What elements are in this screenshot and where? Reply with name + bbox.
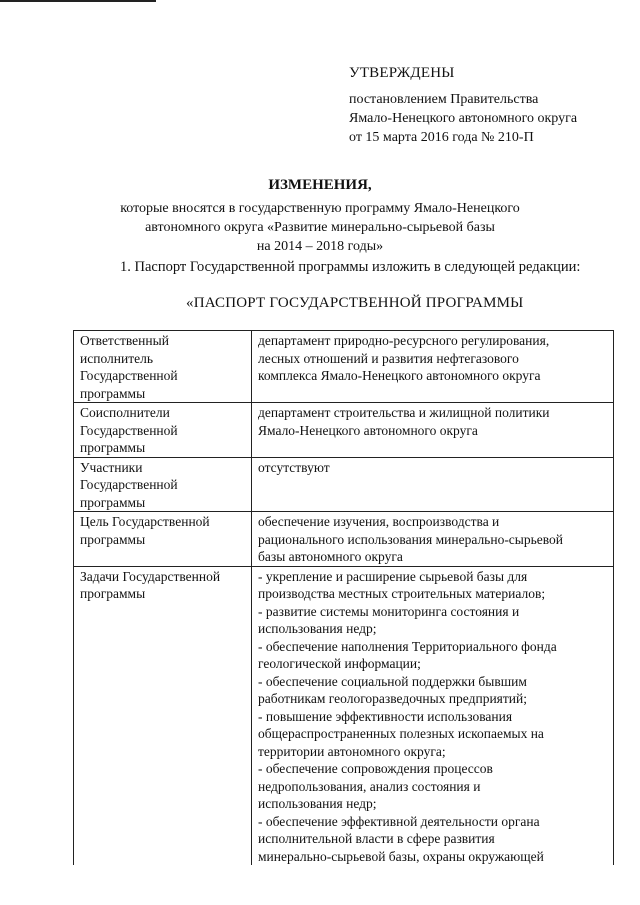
row-value-line: работникам геологоразведочных предприятий; — [258, 691, 527, 706]
row-label-line: программы — [80, 494, 146, 510]
item-1-text: 1. Паспорт Государственной программы изложить в следующей редакции: — [120, 259, 581, 275]
row-value-line: комплекса Ямало-Ненецкого автономного округа — [258, 368, 541, 383]
row-value-cell — [252, 331, 614, 403]
row-value-line: - повышение эффективности использования — [258, 708, 513, 724]
approval-line: от 15 марта 2016 года № 210-П — [349, 130, 534, 145]
approval-line: Ямало-Ненецкого автономного округа — [349, 111, 578, 126]
row-label-line: Цель Государственной — [80, 514, 210, 529]
row-label-line: программы — [80, 586, 146, 601]
row-label-cell — [74, 566, 252, 865]
row-label-line: Участники — [80, 459, 143, 475]
approval-block — [349, 64, 619, 147]
row-value-line: - развитие системы мониторинга состояния и — [258, 603, 520, 619]
row-label-line: программы — [80, 440, 146, 455]
row-label-line: Задачи Государственной — [80, 568, 221, 584]
row-value-line: - обеспечение социальной поддержки бывшим — [258, 673, 527, 689]
row-value-cell — [252, 566, 614, 865]
row-value-line: Ямало-Ненецкого автономного округа — [258, 422, 478, 438]
row-value-line: обеспечение изучения, воспроизводства и — [258, 514, 500, 529]
approval-heading: УТВЕРЖДЕНЫ — [349, 65, 455, 81]
passport-table — [73, 330, 614, 865]
table-row — [74, 403, 614, 458]
row-value-line: геологической информации; — [258, 656, 421, 671]
row-value-cell — [252, 457, 614, 512]
row-value-line: базы автономного округа — [258, 549, 403, 564]
passport-title: «ПАСПОРТ ГОСУДАРСТВЕННОЙ ПРОГРАММЫ — [186, 295, 524, 311]
row-label-cell — [74, 512, 252, 567]
row-value-line: - обеспечение наполнения Территориального фонда — [258, 638, 557, 654]
row-label-line: Государственной — [80, 422, 178, 438]
document-title — [60, 176, 580, 256]
table-row — [74, 331, 614, 403]
row-value-line: использования недр; — [258, 621, 377, 636]
row-value-line: департамент строительства и жилищной политики — [258, 405, 550, 420]
row-value-cell — [252, 403, 614, 458]
row-value-line: департамент природно-ресурсного регулирования, — [258, 333, 550, 348]
table-row — [74, 512, 614, 567]
row-label-cell — [74, 331, 252, 403]
table-row — [74, 566, 614, 865]
row-value-line: использования недр; — [258, 796, 377, 811]
row-label-line: программы — [80, 385, 146, 401]
row-value-line: - обеспечение эффективной деятельности органа — [258, 813, 540, 829]
row-value-cell — [252, 512, 614, 567]
row-value-line: производства местных строительных материалов; — [258, 586, 546, 601]
row-label-line: Соисполнители — [80, 405, 170, 420]
row-label-line: исполнитель — [80, 350, 153, 366]
row-value-line: - обеспечение сопровождения процессов — [258, 761, 493, 776]
row-label-cell — [74, 457, 252, 512]
row-value-line: рационального использования минерально-сырьевой — [258, 531, 564, 547]
row-value-line: лесных отношений и развития нефтегазового — [258, 350, 519, 366]
title-line: на 2014 – 2018 годы» — [256, 239, 384, 254]
approval-line: постановлением Правительства — [349, 92, 539, 107]
row-label-line: программы — [80, 531, 146, 547]
header-rule — [0, 0, 156, 2]
title-line: которые вносятся в государственную программу Ямало-Ненецкого — [120, 201, 520, 216]
row-value-line: минерально-сырьевой базы, охраны окружающей — [258, 848, 544, 864]
row-label-line: Государственной — [80, 368, 178, 383]
title-heading: ИЗМЕНЕНИЯ, — [268, 177, 372, 193]
row-value-line: общераспространенных полезных ископаемых на — [258, 726, 544, 741]
row-label-line: Государственной — [80, 477, 178, 492]
row-value-line: - укрепление и расширение сырьевой базы для — [258, 568, 528, 584]
row-value-line: исполнительной власти в сфере развития — [258, 831, 495, 846]
row-label-cell — [74, 403, 252, 458]
row-label-line: Ответственный — [80, 333, 169, 348]
row-value-line: недропользования, анализ состояния и — [258, 778, 481, 794]
row-value-line: территории автономного округа; — [258, 743, 446, 759]
row-value-line: отсутствуют — [258, 459, 330, 475]
table-row — [74, 457, 614, 512]
passport-table-body — [74, 331, 614, 866]
title-line: автономного округа «Развитие минерально-сырьевой базы — [145, 220, 495, 235]
